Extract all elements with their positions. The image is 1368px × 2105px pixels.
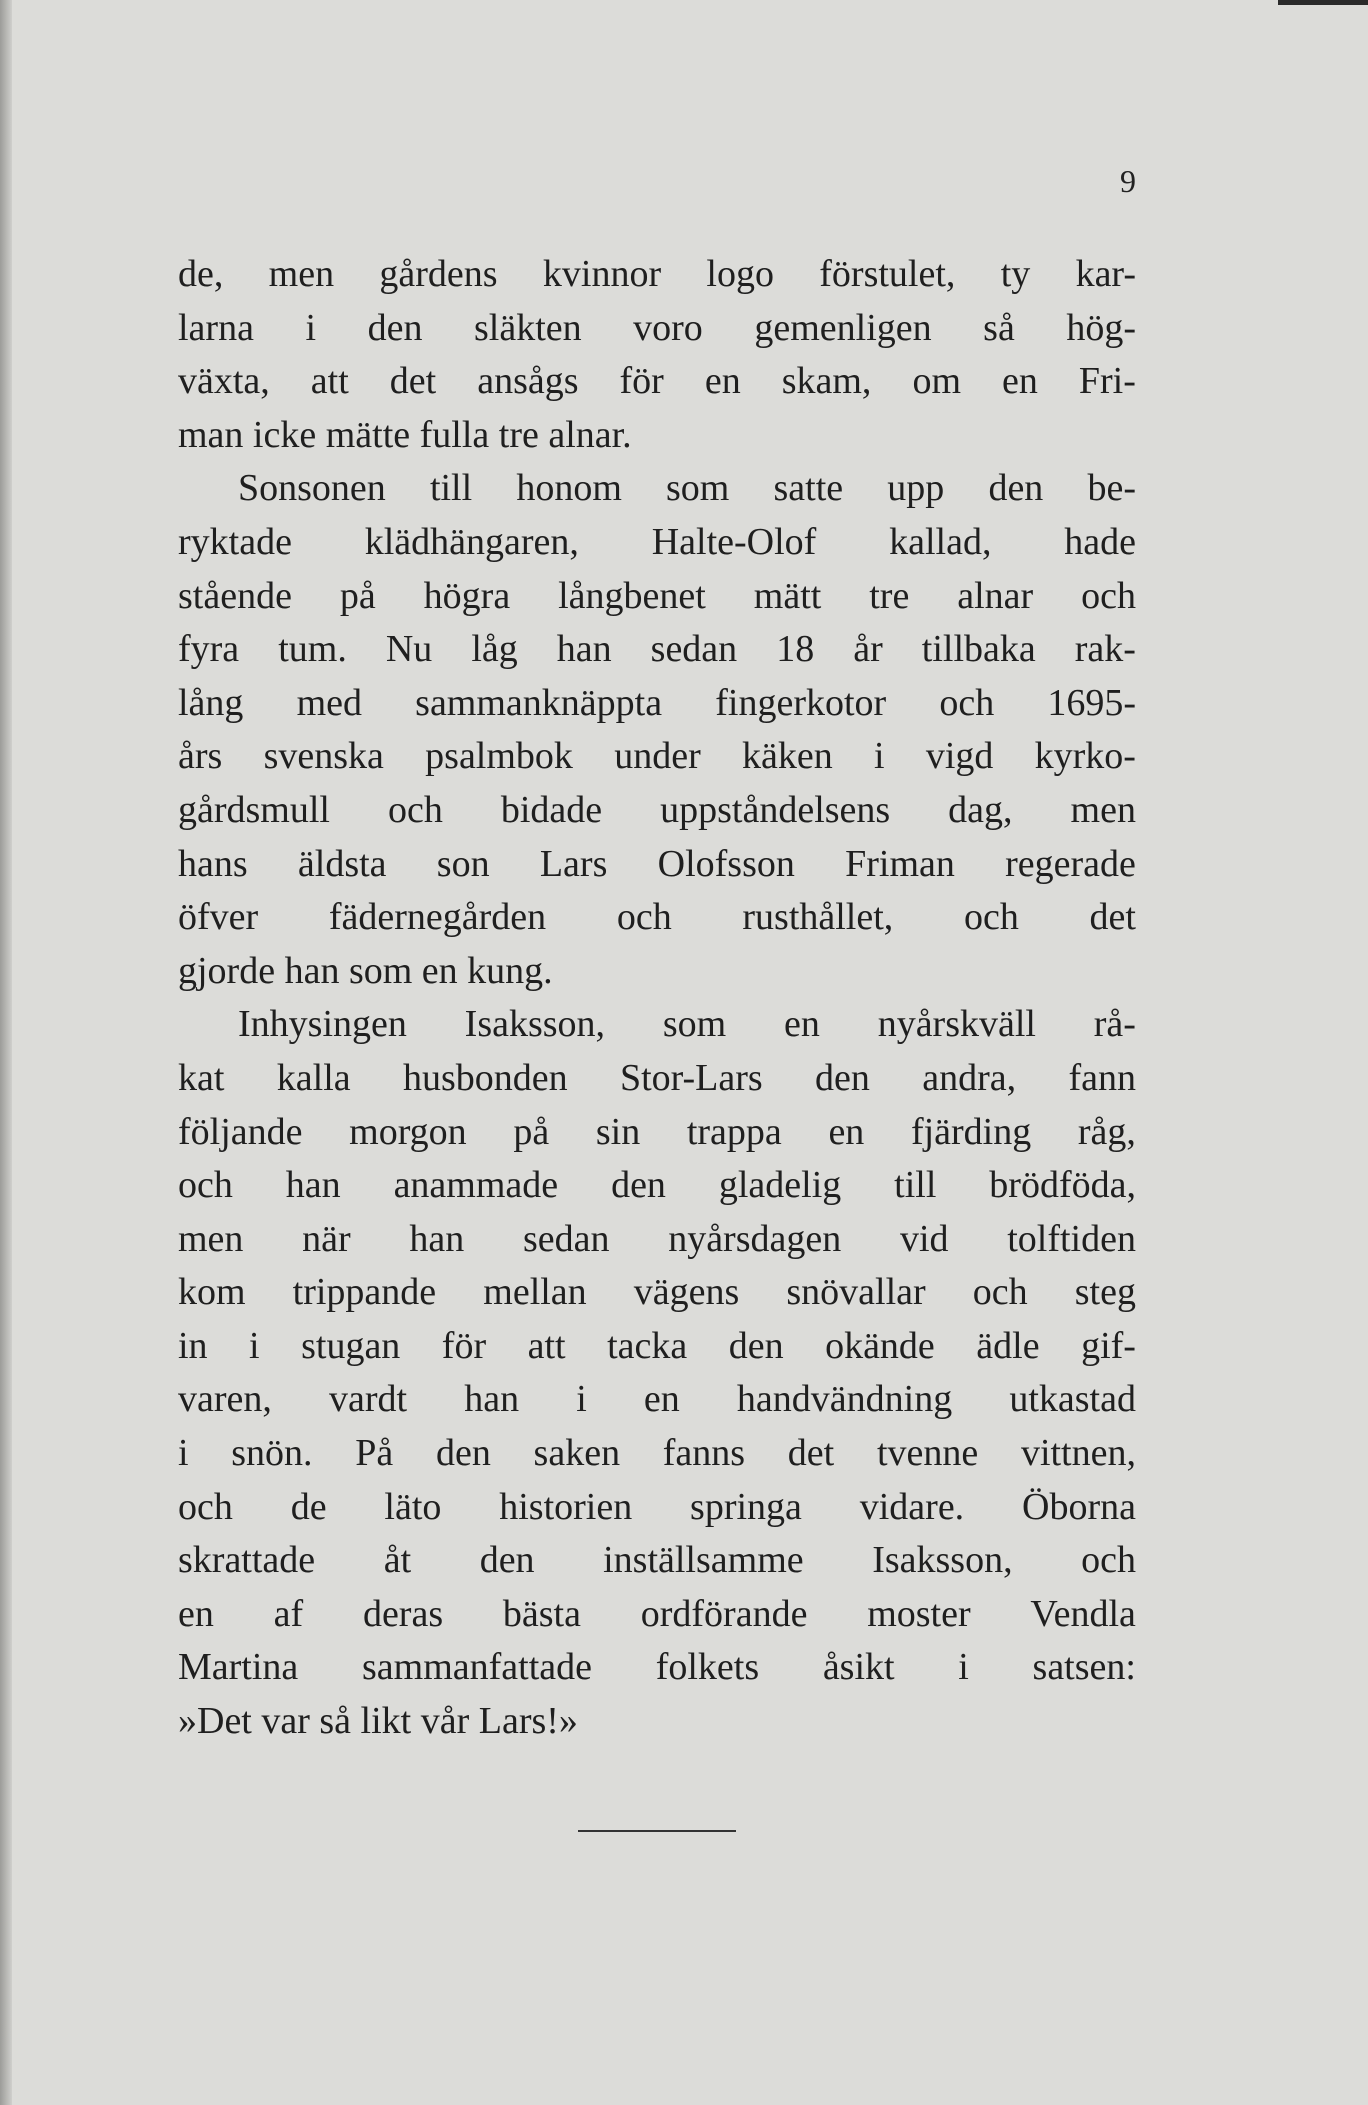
word: läto: [384, 1485, 442, 1528]
word: han: [285, 1164, 341, 1207]
word: de: [290, 1485, 327, 1528]
word: historien: [499, 1485, 633, 1528]
word: af: [273, 1592, 304, 1635]
word: det: [1089, 896, 1136, 939]
word: deras: [362, 1592, 444, 1635]
word: skrattade: [178, 1539, 316, 1582]
page-number: 9: [1120, 163, 1136, 199]
word: På: [355, 1432, 394, 1475]
text-line: [178, 998, 1136, 1052]
word: trappa: [686, 1110, 782, 1153]
word: och: [939, 681, 995, 724]
word: i: [958, 1646, 969, 1689]
word: de,: [178, 253, 224, 295]
word: trippande: [292, 1271, 437, 1314]
text-line: [178, 570, 1136, 624]
word: och: [178, 1164, 233, 1207]
word: satsen:: [1032, 1646, 1136, 1689]
text-line: [178, 1052, 1136, 1106]
word: svenska: [263, 735, 384, 778]
text-line: [178, 677, 1136, 731]
word: högra: [423, 574, 511, 617]
text-line: [178, 1320, 1136, 1374]
word: be-: [1087, 467, 1136, 510]
word: och: [387, 788, 443, 831]
word: andra,: [922, 1056, 1017, 1099]
word: hög-: [1066, 306, 1136, 349]
body-text: [178, 248, 1136, 1749]
word: han: [464, 1378, 520, 1421]
word: mellan: [483, 1271, 587, 1314]
word: stående: [178, 574, 292, 617]
word: fjärding: [910, 1110, 1032, 1153]
word: och: [616, 896, 672, 939]
word: bästa: [502, 1592, 581, 1635]
word: för: [441, 1324, 487, 1367]
word: vardt: [329, 1378, 408, 1421]
word: i: [305, 306, 317, 349]
word: på: [513, 1110, 550, 1153]
word: den: [988, 467, 1044, 510]
text-line: [178, 1427, 1136, 1481]
word: Nu: [385, 628, 433, 671]
word: vittnen,: [1020, 1432, 1136, 1475]
word: Friman: [845, 842, 955, 885]
word: äldsta: [297, 842, 387, 885]
word: kvinnor: [542, 253, 662, 295]
word: att: [527, 1324, 566, 1367]
word: en: [178, 1592, 214, 1635]
word: det: [389, 360, 437, 403]
word: brödföda,: [989, 1164, 1136, 1207]
page-edge-shadow: [0, 0, 12, 2105]
word: gemenligen: [754, 306, 932, 349]
text-line: [178, 302, 1136, 356]
word: rusthållet,: [742, 896, 894, 939]
word: kat: [178, 1056, 225, 1099]
text-line: man icke mätte fulla tre alnar.: [178, 413, 632, 456]
word: ryktade: [178, 520, 292, 563]
word: den: [815, 1056, 870, 1099]
word: tacka: [607, 1324, 688, 1367]
word: Sonsonen: [238, 467, 386, 510]
word: gif-: [1081, 1324, 1136, 1367]
text-line: [178, 462, 1136, 516]
word: larna: [178, 306, 254, 349]
word: för: [619, 360, 664, 403]
word: tolftiden: [1007, 1217, 1136, 1260]
word: folkets: [655, 1646, 760, 1689]
word: men: [1070, 788, 1136, 831]
text-line: [178, 355, 1136, 409]
word: fingerkotor: [715, 681, 887, 724]
word: Olofsson: [657, 842, 795, 885]
word: skam,: [781, 360, 872, 403]
text-line: [178, 1213, 1136, 1267]
word: men: [178, 1217, 244, 1260]
text-line: [178, 838, 1136, 892]
word: anammade: [393, 1164, 559, 1207]
word: och: [178, 1485, 233, 1528]
word: upp: [887, 467, 945, 510]
word: men: [268, 253, 335, 295]
word: Isaksson,: [464, 1003, 606, 1046]
word: moster: [867, 1592, 971, 1635]
word: alnar: [957, 574, 1034, 617]
word: i: [249, 1324, 260, 1367]
text-line: [178, 891, 1136, 945]
text-line: [178, 1481, 1136, 1535]
word: så: [983, 306, 1015, 349]
word: dag,: [948, 788, 1013, 831]
word: Vendla: [1030, 1592, 1136, 1635]
word: Stor-Lars: [619, 1056, 763, 1099]
word: kalla: [276, 1056, 351, 1099]
word: kom: [178, 1271, 246, 1314]
word: gårdsmull: [178, 788, 330, 831]
word: snön.: [231, 1432, 313, 1475]
word: bidade: [500, 788, 603, 831]
text-line: [178, 1534, 1136, 1588]
word: den: [367, 306, 423, 349]
word: handvändning: [736, 1378, 953, 1421]
text-line: [178, 248, 1136, 302]
word: till: [894, 1164, 937, 1207]
word: en: [828, 1110, 865, 1153]
word: hans: [178, 842, 248, 885]
word: Martina: [178, 1646, 299, 1689]
word: en: [704, 360, 741, 403]
word: 18: [776, 628, 815, 671]
word: Inhysingen: [238, 1003, 407, 1046]
word: snövallar: [786, 1271, 926, 1314]
word: en: [643, 1378, 680, 1421]
word: 1695-: [1047, 681, 1136, 724]
word: låg: [471, 628, 518, 671]
word: i: [576, 1378, 587, 1421]
word: uppståndelsens: [660, 788, 891, 831]
text-line: [178, 623, 1136, 677]
word: en: [784, 1003, 820, 1046]
word: nyårsdagen: [668, 1217, 842, 1260]
word: gårdens: [379, 253, 498, 295]
word: klädhängaren,: [364, 520, 579, 563]
word: regerade: [1005, 842, 1136, 885]
word: i: [178, 1432, 189, 1475]
word: steg: [1074, 1271, 1136, 1314]
word: års: [178, 735, 223, 778]
word: långbenet: [558, 574, 706, 617]
word: Isaksson,: [872, 1539, 1013, 1582]
word: och: [1081, 574, 1136, 617]
word: ty: [1000, 253, 1031, 295]
word: och: [972, 1271, 1028, 1314]
word: nyårskväll: [877, 1003, 1036, 1046]
word: hade: [1064, 520, 1136, 563]
word: åsikt: [822, 1646, 895, 1689]
word: Fri-: [1078, 360, 1136, 403]
word: käken: [742, 735, 833, 778]
text-line: [178, 1266, 1136, 1320]
text-line: gjorde han som en kung.: [178, 949, 553, 992]
text-line: [178, 1588, 1136, 1642]
word: sedan: [522, 1217, 610, 1260]
word: på: [339, 574, 376, 617]
word: när: [302, 1217, 351, 1260]
word: rå-: [1093, 1003, 1136, 1046]
word: med: [296, 681, 363, 724]
word: en: [1002, 360, 1038, 403]
word: sedan: [650, 628, 738, 671]
scan-border: [1278, 0, 1368, 5]
word: den: [435, 1432, 491, 1475]
word: han: [556, 628, 612, 671]
word: år: [853, 628, 883, 671]
word: inställsamme: [603, 1539, 804, 1582]
word: tum.: [278, 628, 347, 671]
section-divider: [578, 1830, 736, 1832]
word: vigd: [925, 735, 994, 778]
word: logo: [706, 253, 774, 295]
word: gladelig: [718, 1164, 842, 1207]
word: mätt: [753, 574, 822, 617]
word: den: [479, 1539, 535, 1582]
word: att: [310, 360, 349, 403]
word: följande: [178, 1110, 303, 1153]
word: öfver: [178, 896, 259, 939]
word: som: [662, 1003, 727, 1046]
word: husbonden: [402, 1056, 568, 1099]
word: voro: [633, 306, 703, 349]
word: det: [787, 1432, 835, 1475]
word: son: [436, 842, 490, 885]
word: Öborna: [1022, 1485, 1136, 1528]
text-line: [178, 1159, 1136, 1213]
word: sammanknäppta: [415, 681, 663, 724]
word: rak-: [1074, 628, 1136, 671]
word: kallad,: [889, 520, 992, 563]
text-line: »Det var så likt vår Lars!»: [178, 1700, 578, 1743]
word: den: [611, 1164, 666, 1207]
word: utkastad: [1009, 1378, 1136, 1421]
word: han: [409, 1217, 465, 1260]
word: satte: [773, 467, 844, 510]
word: tre: [869, 574, 910, 617]
word: honom: [516, 467, 622, 510]
word: kyrko-: [1034, 735, 1136, 778]
word: ädle: [976, 1324, 1040, 1367]
text-line: [178, 730, 1136, 784]
word: vid: [899, 1217, 949, 1260]
word: sammanfattade: [361, 1646, 592, 1689]
word: in: [178, 1324, 208, 1367]
text-line: [178, 516, 1136, 570]
word: Halte-Olof: [651, 520, 817, 563]
word: lång: [178, 681, 244, 724]
word: om: [912, 360, 961, 403]
word: ordförande: [640, 1592, 808, 1635]
word: åt: [383, 1539, 412, 1582]
word: vidare.: [859, 1485, 965, 1528]
word: vägens: [633, 1271, 740, 1314]
word: springa: [690, 1485, 802, 1528]
word: tvenne: [876, 1432, 979, 1475]
word: släkten: [473, 306, 582, 349]
word: stugan: [301, 1324, 401, 1367]
word: saken: [533, 1432, 621, 1475]
word: fanns: [662, 1432, 746, 1475]
text-line: [178, 784, 1136, 838]
word: ansågs: [477, 360, 579, 403]
word: kar-: [1075, 253, 1136, 295]
word: fann: [1068, 1056, 1136, 1099]
word: växta,: [178, 360, 270, 403]
text-line: [178, 1373, 1136, 1427]
word: och: [963, 896, 1019, 939]
text-line: [178, 1641, 1136, 1695]
word: Lars: [539, 842, 608, 885]
word: okände: [825, 1324, 935, 1367]
word: varen,: [178, 1378, 272, 1421]
word: och: [1081, 1539, 1136, 1582]
word: som: [666, 467, 730, 510]
text-line: [178, 1106, 1136, 1160]
word: psalmbok: [425, 735, 573, 778]
word: råg,: [1077, 1110, 1136, 1153]
word: under: [614, 735, 701, 778]
word: till: [429, 467, 473, 510]
word: tillbaka: [921, 628, 1036, 671]
word: förstulet,: [819, 253, 956, 295]
word: fädernegården: [328, 896, 547, 939]
word: fyra: [178, 628, 240, 671]
word: den: [728, 1324, 784, 1367]
word: morgon: [349, 1110, 467, 1153]
word: sin: [595, 1110, 641, 1153]
word: i: [874, 735, 885, 778]
